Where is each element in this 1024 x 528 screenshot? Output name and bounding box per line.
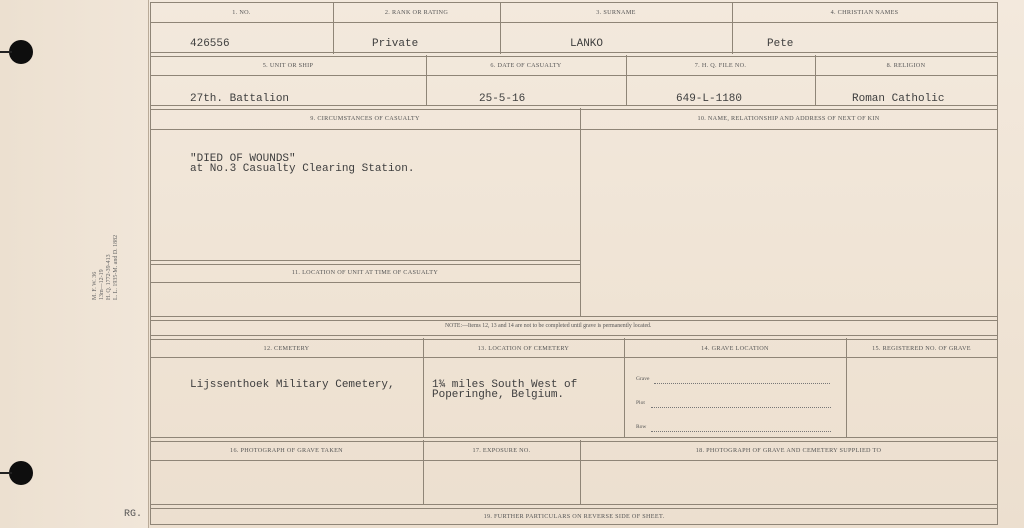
header-date: 6. DATE OF CASUALTY xyxy=(490,62,562,69)
location-cemetery-line-1: 1¾ miles South West of xyxy=(432,379,578,391)
rule xyxy=(150,2,998,3)
footer-code: RG. xyxy=(124,509,143,520)
rule xyxy=(150,504,998,509)
rule xyxy=(150,282,580,283)
header-further-particulars: 19. FURTHER PARTICULARS ON REVERSE SIDE OF SHEET. xyxy=(483,513,665,520)
header-registered-no: 15. REGISTERED NO. OF GRAVE xyxy=(872,345,971,352)
rule xyxy=(150,2,151,524)
circumstances-line-1: "DIED OF WOUNDS" xyxy=(190,153,296,165)
hq-file-value: 649-L-1180 xyxy=(676,93,743,105)
note-text: NOTE:—Items 12, 13 and 14 are not to be completed until grave is permanently located. xyxy=(445,323,652,329)
rule xyxy=(150,22,998,23)
rule xyxy=(150,260,580,265)
header-photo-taken: 16. PHOTOGRAPH OF GRAVE TAKEN xyxy=(230,447,343,454)
rule xyxy=(150,75,998,76)
rule xyxy=(624,338,625,438)
service-number: 426556 xyxy=(190,38,230,50)
unit-value: 27th. Battalion xyxy=(190,93,290,105)
header-christian-names: 4. CHRISTIAN NAMES xyxy=(830,9,899,16)
rule xyxy=(580,108,581,317)
grave-dotted-line xyxy=(654,383,830,384)
rule xyxy=(150,437,998,442)
header-circumstances: 9. CIRCUMSTANCES OF CASUALTY xyxy=(310,115,420,122)
header-location-unit: 11. LOCATION OF UNIT AT TIME OF CASUALTY xyxy=(291,269,439,276)
circumstances-line-2: at No.3 Casualty Clearing Station. xyxy=(190,163,415,175)
rule xyxy=(846,338,847,438)
surname-value: LANKO xyxy=(570,38,604,50)
rule xyxy=(150,524,998,525)
rule xyxy=(150,105,998,110)
header-grave-location: 14. GRAVE LOCATION xyxy=(701,345,769,352)
rule xyxy=(150,129,998,130)
header-religion: 8. RELIGION xyxy=(886,62,926,69)
header-exposure: 17. EXPOSURE NO. xyxy=(472,447,531,454)
rule xyxy=(150,460,998,461)
rule xyxy=(423,338,424,438)
rule xyxy=(150,357,998,358)
rule xyxy=(997,2,998,524)
christian-names-value: Pete xyxy=(767,38,794,50)
grave-label: Grave xyxy=(636,376,650,382)
header-next-of-kin: 10. NAME, RELATIONSHIP AND ADDRESS OF NEXT OF KIN xyxy=(697,115,880,122)
religion-value: Roman Catholic xyxy=(852,93,945,105)
cemetery-value: Lijssenthoek Military Cemetery, xyxy=(190,379,395,391)
side-reference: M. F. W. 36 13m—12-19 H. Q. 1772-39-413 L. L. 1935-M. and D. 1882 xyxy=(92,234,119,300)
header-location-cemetery: 13. LOCATION OF CEMETERY xyxy=(477,345,570,352)
left-margin xyxy=(0,0,149,528)
binder-hole-top xyxy=(9,40,33,64)
binder-ring-top xyxy=(0,51,12,53)
date-value: 25-5-16 xyxy=(479,93,526,105)
plot-dotted-line xyxy=(651,407,831,408)
row-label: Row xyxy=(636,424,647,430)
location-cemetery-line-2: Poperinghe, Belgium. xyxy=(432,389,565,401)
rule xyxy=(150,52,998,57)
header-no: 1. NO. xyxy=(232,9,251,16)
header-unit: 5. UNIT OR SHIP xyxy=(262,62,314,69)
rank-value: Private xyxy=(372,38,419,50)
plot-label: Plot xyxy=(636,400,645,406)
header-photo-supplied: 18. PHOTOGRAPH OF GRAVE AND CEMETERY SUPPLIED TO xyxy=(695,447,882,454)
rule xyxy=(150,316,998,321)
binder-hole-bottom xyxy=(9,461,33,485)
header-hq-file: 7. H. Q. FILE NO. xyxy=(694,62,747,69)
header-cemetery: 12. CEMETERY xyxy=(263,345,310,352)
header-surname: 3. SURNAME xyxy=(596,9,636,16)
header-rank: 2. RANK OR RATING xyxy=(384,9,449,16)
rule xyxy=(150,335,998,340)
row-dotted-line xyxy=(651,431,831,432)
binder-ring-bottom xyxy=(0,472,12,474)
